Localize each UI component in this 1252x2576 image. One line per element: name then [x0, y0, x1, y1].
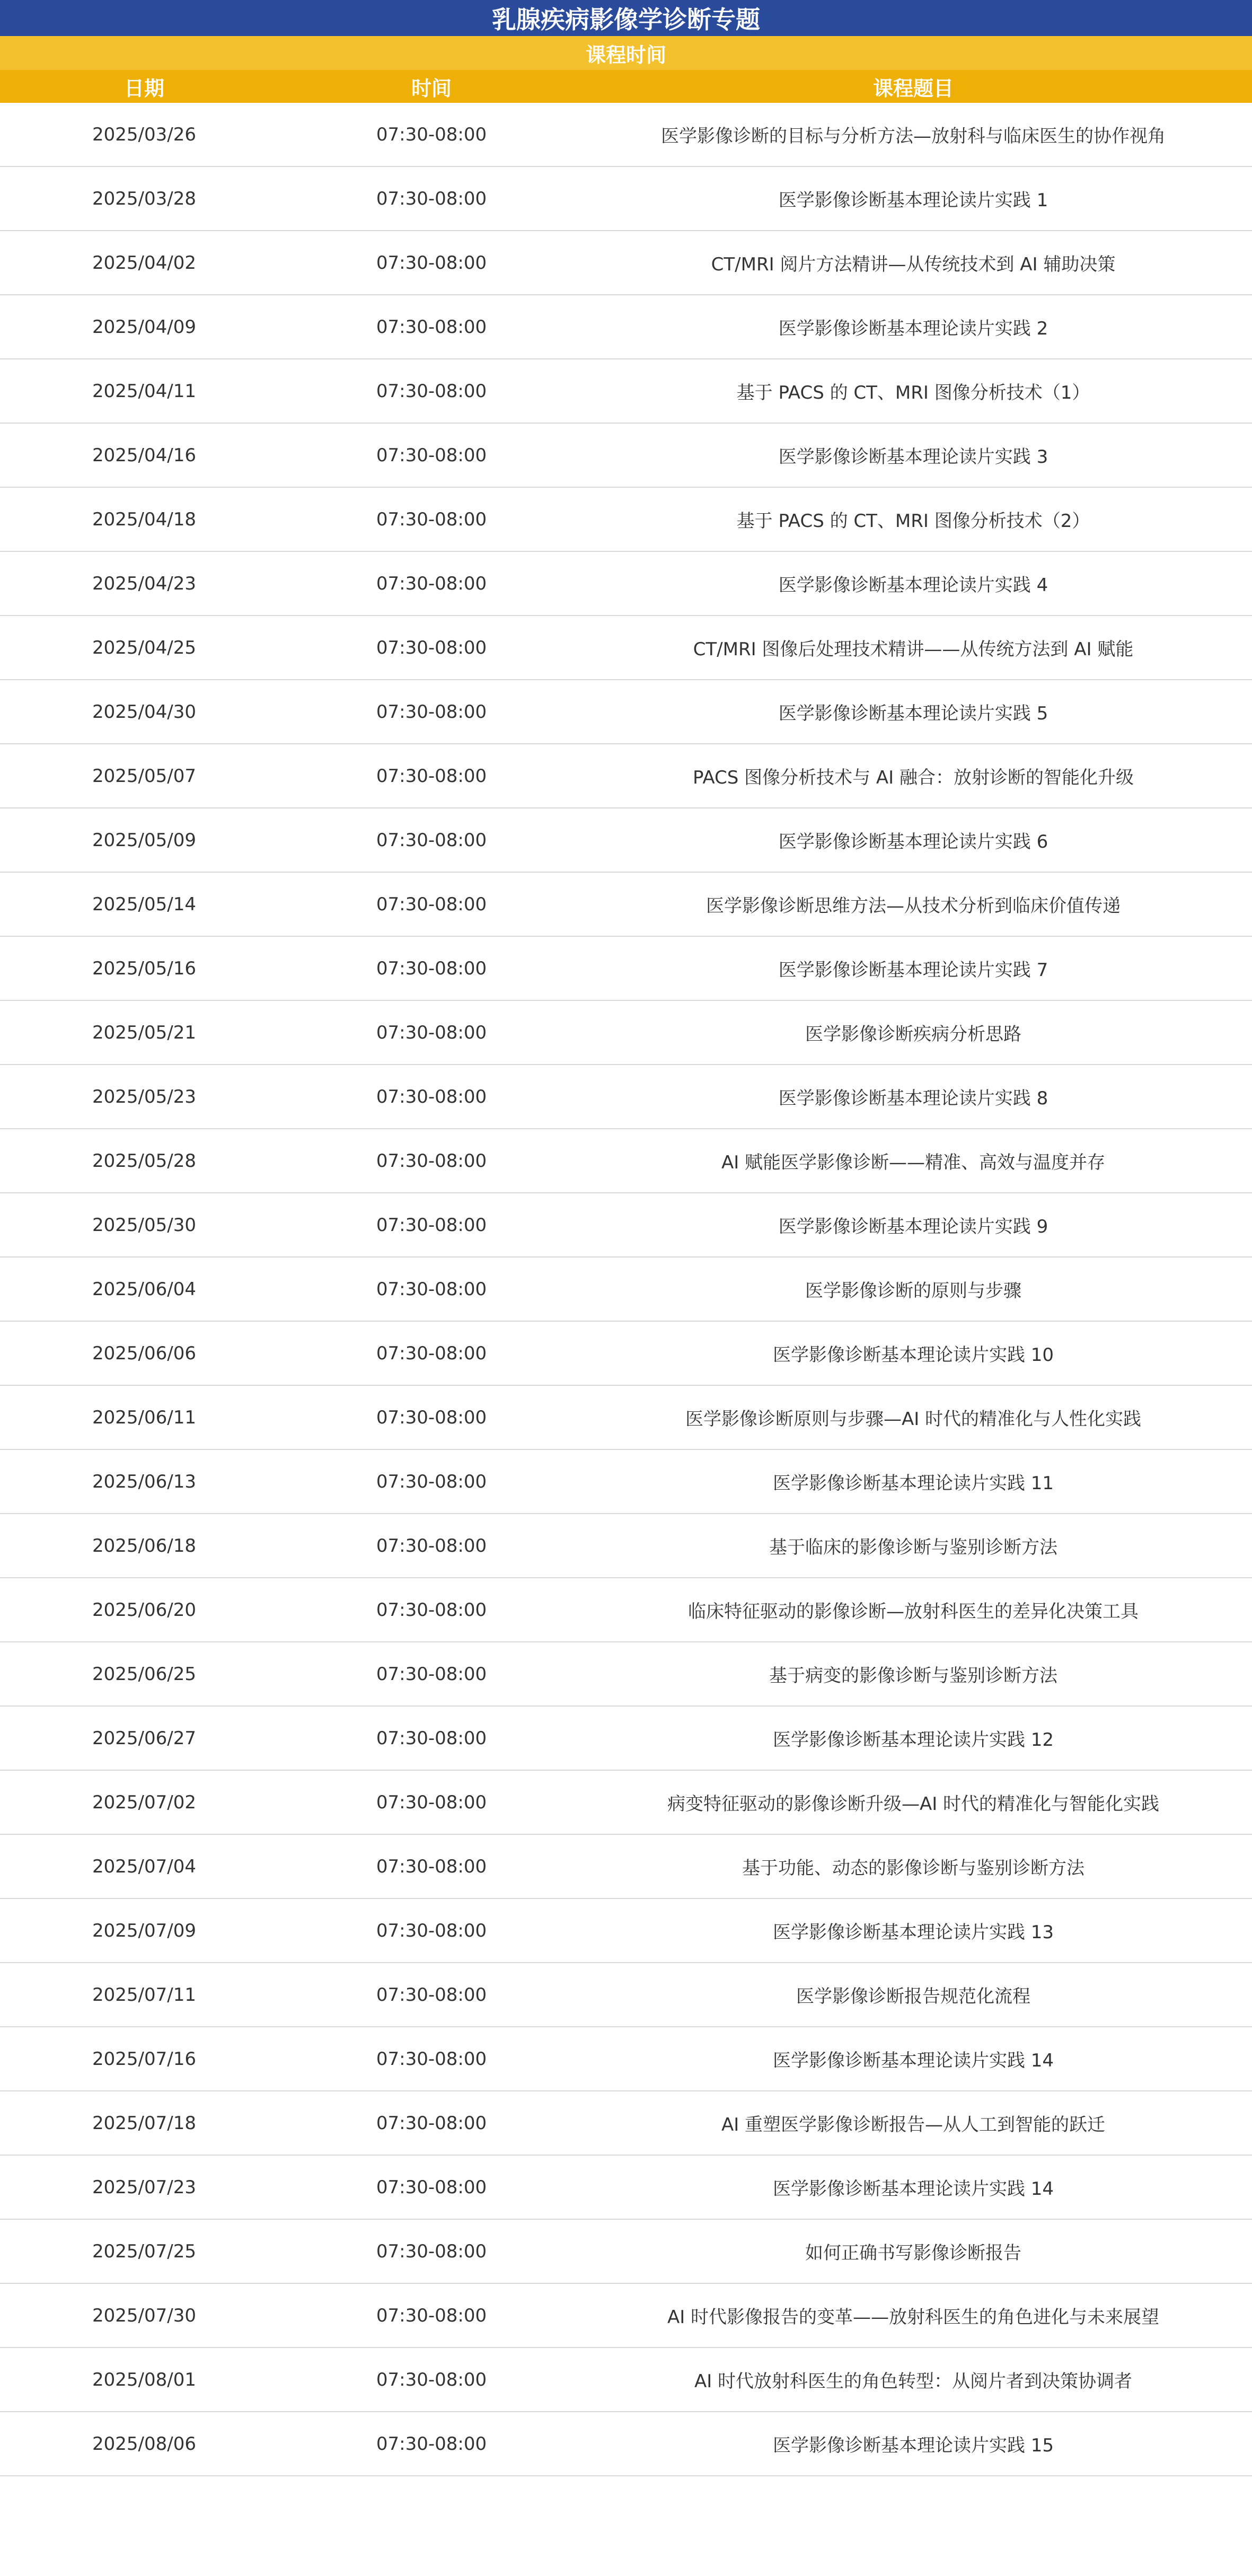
row-time: 07:30-08:00	[376, 2240, 487, 2262]
row-topic: 医学影像诊断基本理论读片实践 15	[772, 2435, 1054, 2456]
row-topic: AI 时代影像报告的变革——放射科医生的角色进化与未来展望	[667, 2307, 1160, 2328]
row-topic: AI 时代放射科医生的角色转型：从阅片者到决策协调者	[694, 2371, 1133, 2392]
row-date: 2025/06/25	[92, 1663, 196, 1685]
table-row	[0, 167, 1252, 231]
table-header	[0, 70, 1252, 103]
row-date: 2025/04/23	[92, 573, 196, 594]
row-time: 07:30-08:00	[376, 1920, 487, 1941]
table-row	[0, 1963, 1252, 2027]
row-date: 2025/03/26	[92, 124, 196, 145]
row-time: 07:30-08:00	[376, 1471, 487, 1492]
row-topic: AI 赋能医学影像诊断——精准、高效与温度并存	[721, 1152, 1106, 1173]
row-time: 07:30-08:00	[376, 1406, 487, 1428]
row-date: 2025/06/27	[92, 1727, 196, 1749]
row-time: 07:30-08:00	[376, 1599, 487, 1621]
row-time: 07:30-08:00	[376, 893, 487, 915]
row-time: 07:30-08:00	[376, 188, 487, 209]
row-date: 2025/04/18	[92, 508, 196, 530]
table-row	[0, 2348, 1252, 2412]
row-time: 07:30-08:00	[376, 957, 487, 979]
row-topic: AI 重塑医学影像诊断报告—从人工到智能的跃迁	[721, 2114, 1106, 2135]
row-time: 07:30-08:00	[376, 252, 487, 274]
row-time: 07:30-08:00	[376, 2433, 487, 2455]
table-row	[0, 552, 1252, 616]
table-row	[0, 103, 1252, 167]
row-topic: CT/MRI 阅片方法精讲—从传统技术到 AI 辅助决策	[711, 254, 1116, 275]
row-time: 07:30-08:00	[376, 765, 487, 787]
row-time: 07:30-08:00	[376, 2048, 487, 2070]
row-topic: 医学影像诊断报告规范化流程	[796, 1986, 1030, 2007]
row-time: 07:30-08:00	[376, 1663, 487, 1685]
row-date: 2025/04/25	[92, 637, 196, 658]
row-time: 07:30-08:00	[376, 573, 487, 594]
row-topic: 医学影像诊断基本理论读片实践 1	[778, 190, 1048, 211]
row-topic: 医学影像诊断基本理论读片实践 2	[778, 318, 1048, 339]
table-row	[0, 680, 1252, 744]
row-topic: 医学影像诊断基本理论读片实践 7	[778, 960, 1048, 981]
table-row	[0, 488, 1252, 552]
row-date: 2025/06/13	[92, 1471, 196, 1492]
row-topic: CT/MRI 图像后处理技术精讲——从传统方法到 AI 赋能	[693, 639, 1134, 660]
row-topic: 医学影像诊断基本理论读片实践 14	[772, 2050, 1054, 2071]
table-row	[0, 616, 1252, 680]
row-topic: 如何正确书写影像诊断报告	[805, 2243, 1021, 2264]
row-topic: 医学影像诊断基本理论读片实践 14	[772, 2178, 1054, 2200]
row-time: 07:30-08:00	[376, 1791, 487, 1813]
row-topic: 医学影像诊断思维方法—从技术分析到临床价值传递	[706, 895, 1121, 917]
row-time: 07:30-08:00	[376, 444, 487, 466]
row-date: 2025/05/30	[92, 1214, 196, 1236]
row-time: 07:30-08:00	[376, 1150, 487, 1172]
table-row	[0, 1129, 1252, 1193]
row-date: 2025/04/11	[92, 380, 196, 402]
row-topic: 医学影像诊断基本理论读片实践 11	[772, 1473, 1054, 1494]
row-date: 2025/07/23	[92, 2176, 196, 2198]
row-topic: 病变特征驱动的影像诊断升级—AI 时代的精准化与智能化实践	[667, 1793, 1160, 1815]
row-date: 2025/06/20	[92, 1599, 196, 1621]
row-date: 2025/05/07	[92, 765, 196, 787]
row-date: 2025/04/16	[92, 444, 196, 466]
row-time: 07:30-08:00	[376, 1342, 487, 1364]
row-topic: 医学影像诊断基本理论读片实践 4	[778, 575, 1048, 596]
table-row	[0, 359, 1252, 424]
row-time: 07:30-08:00	[376, 1727, 487, 1749]
row-date: 2025/03/28	[92, 188, 196, 209]
table-row	[0, 2284, 1252, 2348]
table-row	[0, 937, 1252, 1001]
header-time: 时间	[411, 76, 452, 100]
row-time: 07:30-08:00	[376, 1535, 487, 1557]
row-date: 2025/07/25	[92, 2240, 196, 2262]
table-row	[0, 1322, 1252, 1386]
row-time: 07:30-08:00	[376, 2305, 487, 2326]
row-topic: 医学影像诊断基本理论读片实践 10	[772, 1344, 1054, 1366]
row-topic: 医学影像诊断基本理论读片实践 12	[772, 1729, 1054, 1751]
schedule-table	[0, 103, 1252, 2476]
row-time: 07:30-08:00	[376, 829, 487, 851]
row-topic: 医学影像诊断基本理论读片实践 8	[778, 1088, 1048, 1109]
header-topic: 课程题目	[872, 76, 954, 100]
table-row	[0, 1065, 1252, 1129]
row-time: 07:30-08:00	[376, 701, 487, 723]
table-row	[0, 295, 1252, 359]
row-topic: 医学影像诊断原则与步骤—AI 时代的精准化与人性化实践	[685, 1409, 1142, 1430]
row-topic: 医学影像诊断疾病分析思路	[805, 1024, 1021, 1045]
row-time: 07:30-08:00	[376, 2176, 487, 2198]
row-date: 2025/08/01	[92, 2369, 196, 2390]
row-topic: 基于临床的影像诊断与鉴别诊断方法	[769, 1537, 1057, 1558]
table-row	[0, 1001, 1252, 1065]
table-row	[0, 2412, 1252, 2476]
header-date: 日期	[124, 76, 164, 100]
row-date: 2025/07/18	[92, 2112, 196, 2134]
row-topic: 基于 PACS 的 CT、MRI 图像分析技术（1）	[736, 382, 1090, 403]
table-row	[0, 2156, 1252, 2220]
table-row	[0, 1707, 1252, 1771]
row-topic: PACS 图像分析技术与 AI 融合：放射诊断的智能化升级	[692, 767, 1134, 788]
row-date: 2025/04/09	[92, 316, 196, 338]
row-topic: 医学影像诊断基本理论读片实践 5	[778, 703, 1048, 724]
row-date: 2025/08/06	[92, 2433, 196, 2455]
table-row	[0, 231, 1252, 295]
row-date: 2025/07/09	[92, 1920, 196, 1941]
table-row	[0, 1193, 1252, 1258]
row-date: 2025/05/23	[92, 1086, 196, 1107]
row-time: 07:30-08:00	[376, 1278, 487, 1300]
row-date: 2025/05/09	[92, 829, 196, 851]
page-subtitle: 课程时间	[0, 36, 1252, 70]
row-topic: 医学影像诊断基本理论读片实践 3	[778, 446, 1048, 468]
row-date: 2025/06/18	[92, 1535, 196, 1557]
table-row	[0, 2220, 1252, 2284]
row-topic: 医学影像诊断的目标与分析方法—放射科与临床医生的协作视角	[661, 126, 1166, 147]
row-date: 2025/07/30	[92, 2305, 196, 2326]
table-row	[0, 1835, 1252, 1899]
row-date: 2025/06/06	[92, 1342, 196, 1364]
table-row	[0, 1771, 1252, 1835]
row-topic: 医学影像诊断基本理论读片实践 6	[778, 831, 1048, 852]
row-date: 2025/06/04	[92, 1278, 196, 1300]
row-topic: 基于功能、动态的影像诊断与鉴别诊断方法	[742, 1858, 1085, 1879]
row-topic: 医学影像诊断的原则与步骤	[805, 1280, 1021, 1302]
row-time: 07:30-08:00	[376, 316, 487, 338]
row-topic: 临床特征驱动的影像诊断—放射科医生的差异化决策工具	[688, 1601, 1139, 1622]
row-date: 2025/05/16	[92, 957, 196, 979]
row-topic: 医学影像诊断基本理论读片实践 9	[778, 1216, 1048, 1237]
table-row	[0, 1258, 1252, 1322]
row-date: 2025/05/21	[92, 1022, 196, 1043]
row-time: 07:30-08:00	[376, 1022, 487, 1043]
row-date: 2025/07/04	[92, 1856, 196, 1877]
row-time: 07:30-08:00	[376, 2369, 487, 2390]
row-time: 07:30-08:00	[376, 2112, 487, 2134]
row-date: 2025/07/11	[92, 1984, 196, 2006]
row-date: 2025/04/30	[92, 701, 196, 723]
table-row	[0, 1578, 1252, 1642]
row-time: 07:30-08:00	[376, 1984, 487, 2006]
row-time: 07:30-08:00	[376, 124, 487, 145]
page-title: 乳腺疾病影像学诊断专题	[0, 0, 1252, 36]
row-time: 07:30-08:00	[376, 1086, 487, 1107]
table-row	[0, 1899, 1252, 1963]
table-row	[0, 1642, 1252, 1707]
table-row	[0, 808, 1252, 873]
row-date: 2025/04/02	[92, 252, 196, 274]
table-row	[0, 1514, 1252, 1578]
row-date: 2025/05/28	[92, 1150, 196, 1172]
table-row	[0, 744, 1252, 808]
table-row	[0, 2027, 1252, 2091]
row-time: 07:30-08:00	[376, 508, 487, 530]
row-date: 2025/07/02	[92, 1791, 196, 1813]
row-date: 2025/05/14	[92, 893, 196, 915]
row-time: 07:30-08:00	[376, 380, 487, 402]
row-date: 2025/07/16	[92, 2048, 196, 2070]
row-time: 07:30-08:00	[376, 1856, 487, 1877]
row-time: 07:30-08:00	[376, 1214, 487, 1236]
row-topic: 医学影像诊断基本理论读片实践 13	[772, 1922, 1054, 1943]
row-topic: 基于 PACS 的 CT、MRI 图像分析技术（2）	[736, 511, 1090, 532]
table-row	[0, 873, 1252, 937]
table-row	[0, 424, 1252, 488]
row-topic: 基于病变的影像诊断与鉴别诊断方法	[769, 1665, 1057, 1686]
row-time: 07:30-08:00	[376, 637, 487, 658]
table-row	[0, 2091, 1252, 2156]
table-row	[0, 1450, 1252, 1514]
row-date: 2025/06/11	[92, 1406, 196, 1428]
table-row	[0, 1386, 1252, 1450]
